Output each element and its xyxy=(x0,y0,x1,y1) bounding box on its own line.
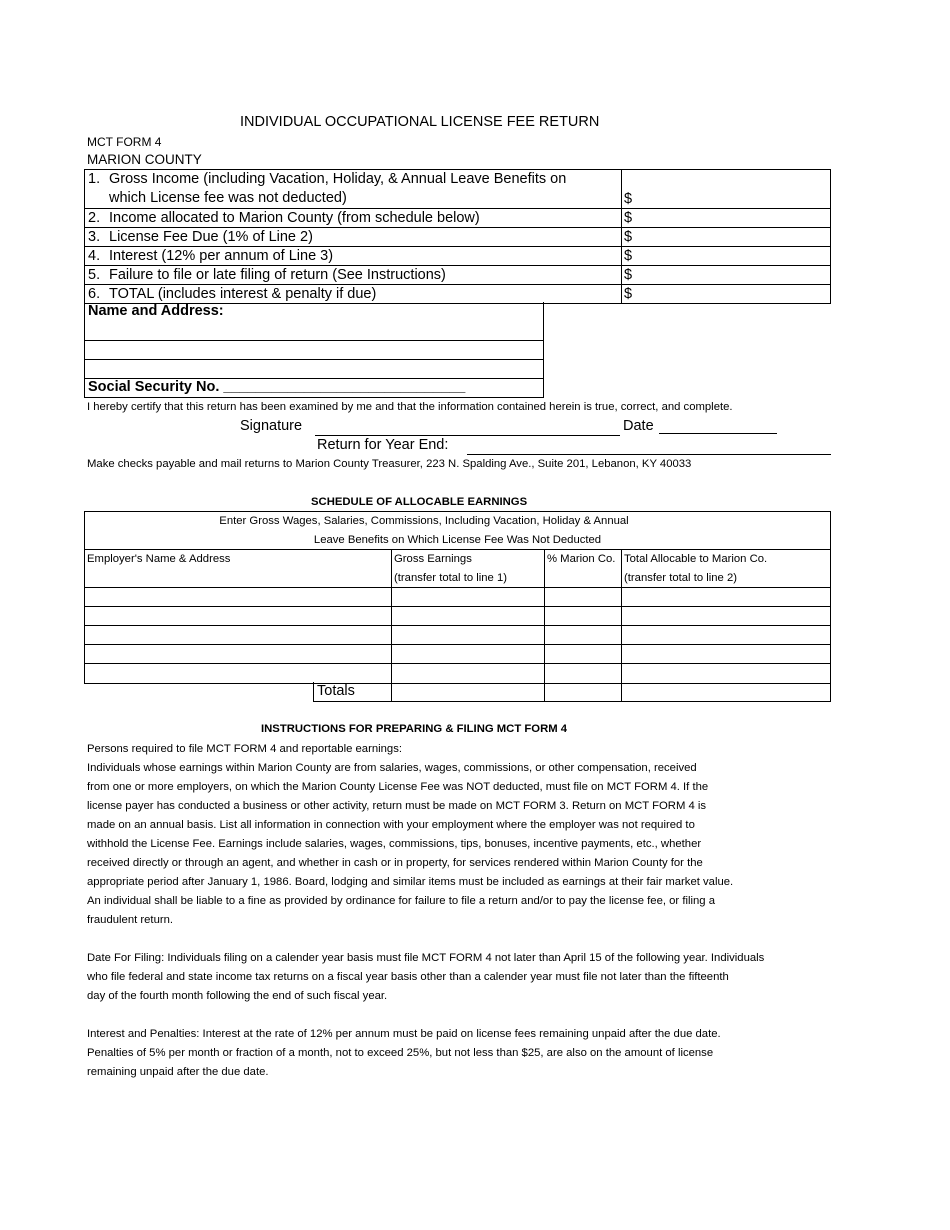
percent-column-header: % Marion Co. xyxy=(544,550,621,587)
schedule-entry-row xyxy=(85,588,830,607)
instruction-line: An individual shall be liable to a fine as provided by ordinance for failure to file a return and/or to pay the license fee, or filing a xyxy=(87,895,715,907)
county-name: MARION COUNTY xyxy=(87,152,202,167)
instruction-line: withhold the License Fee. Earnings include salaries, wages, commissions, tips, bonuses, incentive payments, etc., whether xyxy=(87,838,702,850)
employer-column-header: Employer's Name & Address xyxy=(87,553,231,565)
signature-label: Signature xyxy=(240,418,303,434)
gross-earnings-cell[interactable] xyxy=(391,645,544,663)
line-6-row xyxy=(85,284,830,303)
date-label: Date xyxy=(623,418,654,434)
allocable-note: (transfer total to line 2) xyxy=(624,572,738,584)
line-3-amount-field[interactable] xyxy=(621,228,830,246)
gross-earnings-cell[interactable] xyxy=(391,588,544,606)
allocable-total-cell[interactable] xyxy=(621,682,830,701)
schedule-entry-row xyxy=(85,645,830,664)
line-label: Income allocated to Marion County (from schedule below) xyxy=(109,210,480,226)
line-number: 6. xyxy=(88,286,101,302)
line-4-amount-field[interactable] xyxy=(621,247,830,265)
line-label: Gross Income (including Vacation, Holiday, & Annual Leave Benefits on xyxy=(109,171,567,187)
allocable-cell[interactable] xyxy=(621,607,830,625)
name-address-label: Name and Address: xyxy=(88,303,224,319)
employer-cell[interactable] xyxy=(85,664,391,683)
line-label-continued: which License fee was not deducted) xyxy=(109,190,347,206)
line-4-row xyxy=(85,246,830,265)
gross-earnings-label: Gross Earnings xyxy=(394,553,472,565)
line-6-amount-field[interactable] xyxy=(621,285,830,303)
gross-earnings-cell[interactable] xyxy=(391,607,544,625)
instruction-line: from one or more employers, on which the Marion County License Fee was NOT deducted, must file on MCT FORM 4. If the xyxy=(87,781,709,793)
percent-total-cell[interactable] xyxy=(544,682,621,701)
instruction-line: license payer has conducted a business or other activity, return must be made on MCT FORM 3. Return on MCT FORM 4 is xyxy=(87,800,707,812)
line-label: TOTAL (includes interest & penalty if due) xyxy=(109,286,377,302)
year-end-field[interactable] xyxy=(467,454,831,455)
line-label: Interest (12% per annum of Line 3) xyxy=(109,248,334,264)
allocable-column-header xyxy=(621,550,830,587)
percent-cell[interactable] xyxy=(544,607,621,625)
allocable-cell[interactable] xyxy=(621,626,830,644)
instruction-line: day of the fourth month following the end of such fiscal year. xyxy=(87,990,388,1002)
instructions-paragraph-1 xyxy=(87,740,733,930)
year-end-label: Return for Year End: xyxy=(317,437,449,453)
employer-cell[interactable] xyxy=(85,607,391,625)
schedule-table xyxy=(84,511,831,684)
schedule-title: SCHEDULE OF ALLOCABLE EARNINGS xyxy=(311,496,528,508)
employer-cell[interactable] xyxy=(85,645,391,663)
line-number: 4. xyxy=(88,248,101,264)
line-number: 2. xyxy=(88,210,101,226)
currency-symbol: $ xyxy=(624,286,633,302)
line-label: Failure to file or late filing of return (See Instructions) xyxy=(109,267,446,283)
line-number: 3. xyxy=(88,229,101,245)
ssn-label[interactable]: Social Security No. ______________________________ xyxy=(88,379,466,395)
employer-cell[interactable] xyxy=(85,626,391,644)
line-number: 1. xyxy=(88,171,101,187)
form-title: INDIVIDUAL OCCUPATIONAL LICENSE FEE RETURN xyxy=(240,114,600,130)
instruction-line: made on an annual basis. List all information in connection with your employment where the employer was not required to xyxy=(87,819,695,831)
line-1-amount-field[interactable] xyxy=(621,170,830,208)
schedule-entry-row xyxy=(85,607,830,626)
employer-cell[interactable] xyxy=(85,588,391,606)
percent-cell[interactable] xyxy=(544,664,621,683)
fee-lines-table xyxy=(84,169,831,304)
schedule-header-line-1: Enter Gross Wages, Salaries, Commissions, Including Vacation, Holiday & Annual xyxy=(219,515,629,527)
percent-cell[interactable] xyxy=(544,645,621,663)
name-address-box xyxy=(84,302,544,398)
instruction-line: Individuals whose earnings within Marion County are from salaries, wages, commissions, or other compensation, received xyxy=(87,762,697,774)
gross-earnings-total-cell[interactable] xyxy=(391,682,544,701)
line-2-row xyxy=(85,208,830,227)
certification-text: I hereby certify that this return has been examined by me and that the information contained herein is true, correct, and complete. xyxy=(87,401,733,413)
gross-earnings-cell[interactable] xyxy=(391,664,544,683)
currency-symbol: $ xyxy=(624,248,633,264)
instruction-line: Persons required to file MCT FORM 4 and reportable earnings: xyxy=(87,743,402,755)
instructions-paragraph-3 xyxy=(87,1025,721,1082)
instruction-line: fraudulent return. xyxy=(87,914,174,926)
schedule-instructions-header xyxy=(85,512,830,550)
schedule-totals-row xyxy=(313,682,831,702)
line-5-row xyxy=(85,265,830,284)
line-label: License Fee Due (1% of Line 2) xyxy=(109,229,313,245)
signature-field[interactable] xyxy=(315,435,620,436)
instructions-paragraph-2 xyxy=(87,949,764,1006)
instruction-line: received directly or through an agent, and whether in cash or in property, for services rendered within Marion County for the xyxy=(87,857,703,869)
gross-earnings-column-header xyxy=(391,550,544,587)
instruction-line: Date For Filing: Individuals filing on a calender year basis must file MCT FORM 4 not later than April 15 of the following year. Individuals xyxy=(87,952,765,964)
currency-symbol: $ xyxy=(624,210,633,226)
allocable-label: Total Allocable to Marion Co. xyxy=(624,553,768,565)
allocable-cell[interactable] xyxy=(621,588,830,606)
schedule-header-line-2: Leave Benefits on Which License Fee Was Not Deducted xyxy=(313,534,602,546)
line-number: 5. xyxy=(88,267,101,283)
instruction-line: Interest and Penalties: Interest at the rate of 12% per annum must be paid on license fees remaining unpaid after the due date. xyxy=(87,1028,721,1040)
percent-cell[interactable] xyxy=(544,588,621,606)
totals-label: Totals xyxy=(317,683,355,699)
date-field[interactable] xyxy=(659,433,777,434)
currency-symbol: $ xyxy=(624,267,633,283)
gross-earnings-cell[interactable] xyxy=(391,626,544,644)
mail-instructions: Make checks payable and mail returns to Marion County Treasurer, 223 N. Spalding Ave., Suite 201, Lebanon, KY 40033 xyxy=(87,458,692,470)
line-1-row xyxy=(85,170,830,208)
allocable-cell[interactable] xyxy=(621,664,830,683)
address-line-1[interactable] xyxy=(85,340,543,341)
gross-earnings-note: (transfer total to line 1) xyxy=(394,572,508,584)
line-2-amount-field[interactable] xyxy=(621,209,830,227)
form-id: MCT FORM 4 xyxy=(87,135,162,149)
currency-symbol: $ xyxy=(624,229,633,245)
line-5-amount-field[interactable] xyxy=(621,266,830,284)
currency-symbol: $ xyxy=(624,191,633,207)
schedule-entry-row xyxy=(85,664,830,683)
allocable-cell[interactable] xyxy=(621,645,830,663)
line-3-row xyxy=(85,227,830,246)
instruction-line: Penalties of 5% per month or fraction of a month, not to exceed 25%, but not less than $25, are also on the amount of license xyxy=(87,1047,714,1059)
schedule-column-headers xyxy=(85,550,830,588)
instruction-line: appropriate period after January 1, 1986. Board, lodging and similar items must be included as earnings at their fair market value. xyxy=(87,876,734,888)
address-line-2[interactable] xyxy=(85,359,543,360)
percent-cell[interactable] xyxy=(544,626,621,644)
instruction-line: remaining unpaid after the due date. xyxy=(87,1066,269,1078)
schedule-entry-row xyxy=(85,626,830,645)
instructions-title: INSTRUCTIONS FOR PREPARING & FILING MCT FORM 4 xyxy=(261,723,568,735)
instruction-line: who file federal and state income tax returns on a fiscal year basis other than a calender year must file not later than the fifteenth xyxy=(87,971,729,983)
